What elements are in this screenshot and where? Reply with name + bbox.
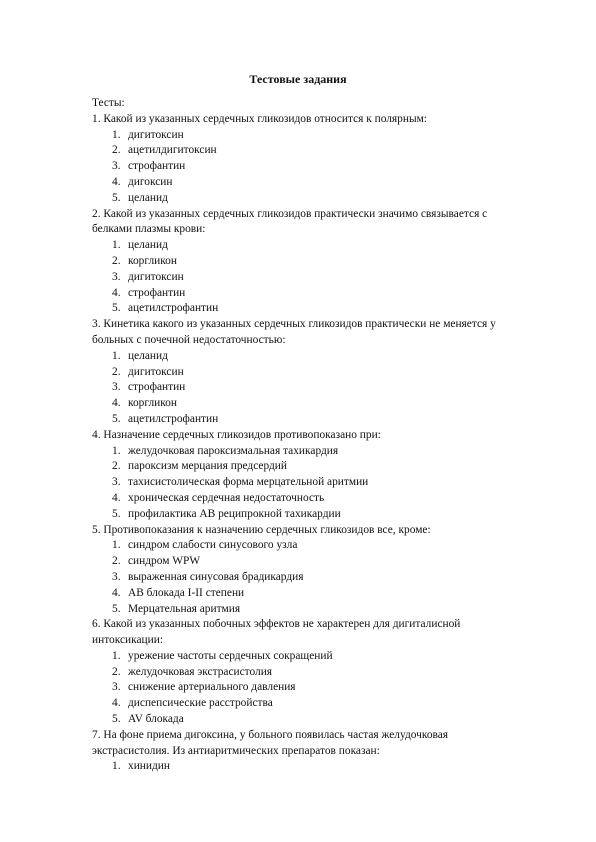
option-text: дигитоксин <box>128 270 184 283</box>
option-number: 2. <box>112 460 121 473</box>
option-number: 1. <box>112 444 121 457</box>
option-number: 5. <box>112 507 121 520</box>
option-text: снижение артериального давления <box>128 681 296 694</box>
option-number: 3. <box>112 570 121 583</box>
question-text: 4. Назначение сердечных гликозидов противопоказано при: <box>92 428 381 441</box>
option-number: 4. <box>112 697 121 710</box>
answer-option <box>92 444 532 460</box>
answer-option <box>92 128 532 144</box>
option-text: урежение частоты сердечных сокращений <box>128 649 333 662</box>
question-text: экстрасистолия. Из антиаритмических препаратов показан: <box>92 744 380 757</box>
question-text: 7. На фоне приема дигоксина, у больного появилась частая желудочковая <box>92 728 449 741</box>
answer-option <box>92 602 532 618</box>
option-number: 2. <box>112 144 121 157</box>
option-text: хроническая сердечная недостаточность <box>128 491 325 504</box>
answer-option <box>92 507 532 523</box>
option-number: 5. <box>112 302 121 315</box>
option-number: 2. <box>112 555 121 568</box>
option-text: синдром слабости синусового узла <box>128 539 298 552</box>
option-number: 3. <box>112 160 121 173</box>
option-text: ацетилдигитоксин <box>128 144 217 157</box>
option-number: 5. <box>112 191 121 204</box>
option-number: 1. <box>112 760 121 773</box>
option-number: 3. <box>112 381 121 394</box>
option-number: 1. <box>112 239 121 252</box>
answer-option <box>92 665 532 681</box>
answer-option <box>92 143 532 159</box>
question-text: 2. Какой из указанных сердечных гликозидов практически значимо связывается с <box>92 207 488 220</box>
option-text: ацетилстрофантин <box>128 412 219 425</box>
option-text: AV блокада <box>128 713 184 726</box>
answer-option <box>92 175 532 191</box>
option-number: 5. <box>112 713 121 726</box>
option-number: 4. <box>112 397 121 410</box>
option-number: 1. <box>112 349 121 362</box>
option-text: профилактика АВ реципрокной тахикардии <box>128 507 341 520</box>
option-number: 2. <box>112 665 121 678</box>
question-text: больных с почечной недостаточностью: <box>92 333 286 346</box>
option-text: строфантин <box>128 286 186 299</box>
answer-option <box>92 254 532 270</box>
option-text: АВ блокада I-II степени <box>128 586 245 599</box>
answer-option <box>92 301 532 317</box>
option-text: Мерцательная аритмия <box>128 602 241 615</box>
option-text: тахисистолическая форма мерцательной аритмии <box>128 476 369 489</box>
answer-option <box>92 475 532 491</box>
option-number: 3. <box>112 476 121 489</box>
question-text: интоксикации: <box>92 634 163 647</box>
option-number: 3. <box>112 681 121 694</box>
option-text: строфантин <box>128 160 186 173</box>
option-text: диспепсические расстройства <box>128 697 273 710</box>
option-text: выраженная синусовая брадикардия <box>128 570 304 583</box>
answer-option <box>92 491 532 507</box>
intro-label: Тесты: <box>92 97 125 109</box>
option-text: дигитоксин <box>128 365 184 378</box>
answer-option <box>92 554 532 570</box>
option-text: строфантин <box>128 381 186 394</box>
option-number: 5. <box>112 412 121 425</box>
option-text: дигоксин <box>128 175 173 188</box>
answer-option <box>92 680 532 696</box>
answer-option <box>92 412 532 428</box>
answer-option <box>92 759 532 775</box>
option-text: коргликон <box>128 397 177 410</box>
question-text: белками плазмы крови: <box>92 223 206 236</box>
question-text: 3. Кинетика какого из указанных сердечных гликозидов практически не меняется у <box>92 318 496 331</box>
option-number: 4. <box>112 586 121 599</box>
answer-option <box>92 696 532 712</box>
option-number: 1. <box>112 539 121 552</box>
answer-option <box>92 396 532 412</box>
question-text: 5. Противопоказания к назначению сердечных гликозидов все, кроме: <box>92 523 431 536</box>
answer-option <box>92 712 532 728</box>
option-text: ацетилстрофантин <box>128 302 219 315</box>
test-content <box>92 96 532 775</box>
option-number: 2. <box>112 365 121 378</box>
answer-option <box>92 238 532 254</box>
option-number: 1. <box>112 128 121 141</box>
answer-option <box>92 365 532 381</box>
answer-option <box>92 191 532 207</box>
answer-option <box>92 286 532 302</box>
option-text: целанид <box>128 349 168 362</box>
option-number: 3. <box>112 270 121 283</box>
option-number: 4. <box>112 491 121 504</box>
option-text: желудочковая экстрасистолия <box>128 665 273 678</box>
answer-option <box>92 159 532 175</box>
option-text: синдром WPW <box>128 555 201 568</box>
option-text: целанид <box>128 239 168 252</box>
answer-option <box>92 538 532 554</box>
option-text: целанид <box>128 191 168 204</box>
option-text: дигитоксин <box>128 128 184 141</box>
option-text: коргликон <box>128 254 177 267</box>
option-number: 1. <box>112 649 121 662</box>
option-number: 2. <box>112 254 121 267</box>
question-text: 1. Какой из указанных сердечных гликозидов относится к полярным: <box>92 112 427 125</box>
option-number: 4. <box>112 175 121 188</box>
option-text: пароксизм мерцания предсердий <box>128 460 288 473</box>
option-number: 5. <box>112 602 121 615</box>
answer-option <box>92 349 532 365</box>
answer-option <box>92 380 532 396</box>
page-title: Тестовые задания <box>249 72 347 86</box>
option-number: 4. <box>112 286 121 299</box>
option-text: желудочковая пароксизмальная тахикардия <box>128 444 339 457</box>
answer-option <box>92 570 532 586</box>
answer-option <box>92 459 532 475</box>
answer-option <box>92 270 532 286</box>
question-text: 6. Какой из указанных побочных эффектов не характерен для дигиталисной <box>92 618 461 631</box>
option-text: хинидин <box>128 760 170 773</box>
answer-option <box>92 649 532 665</box>
answer-option <box>92 586 532 602</box>
